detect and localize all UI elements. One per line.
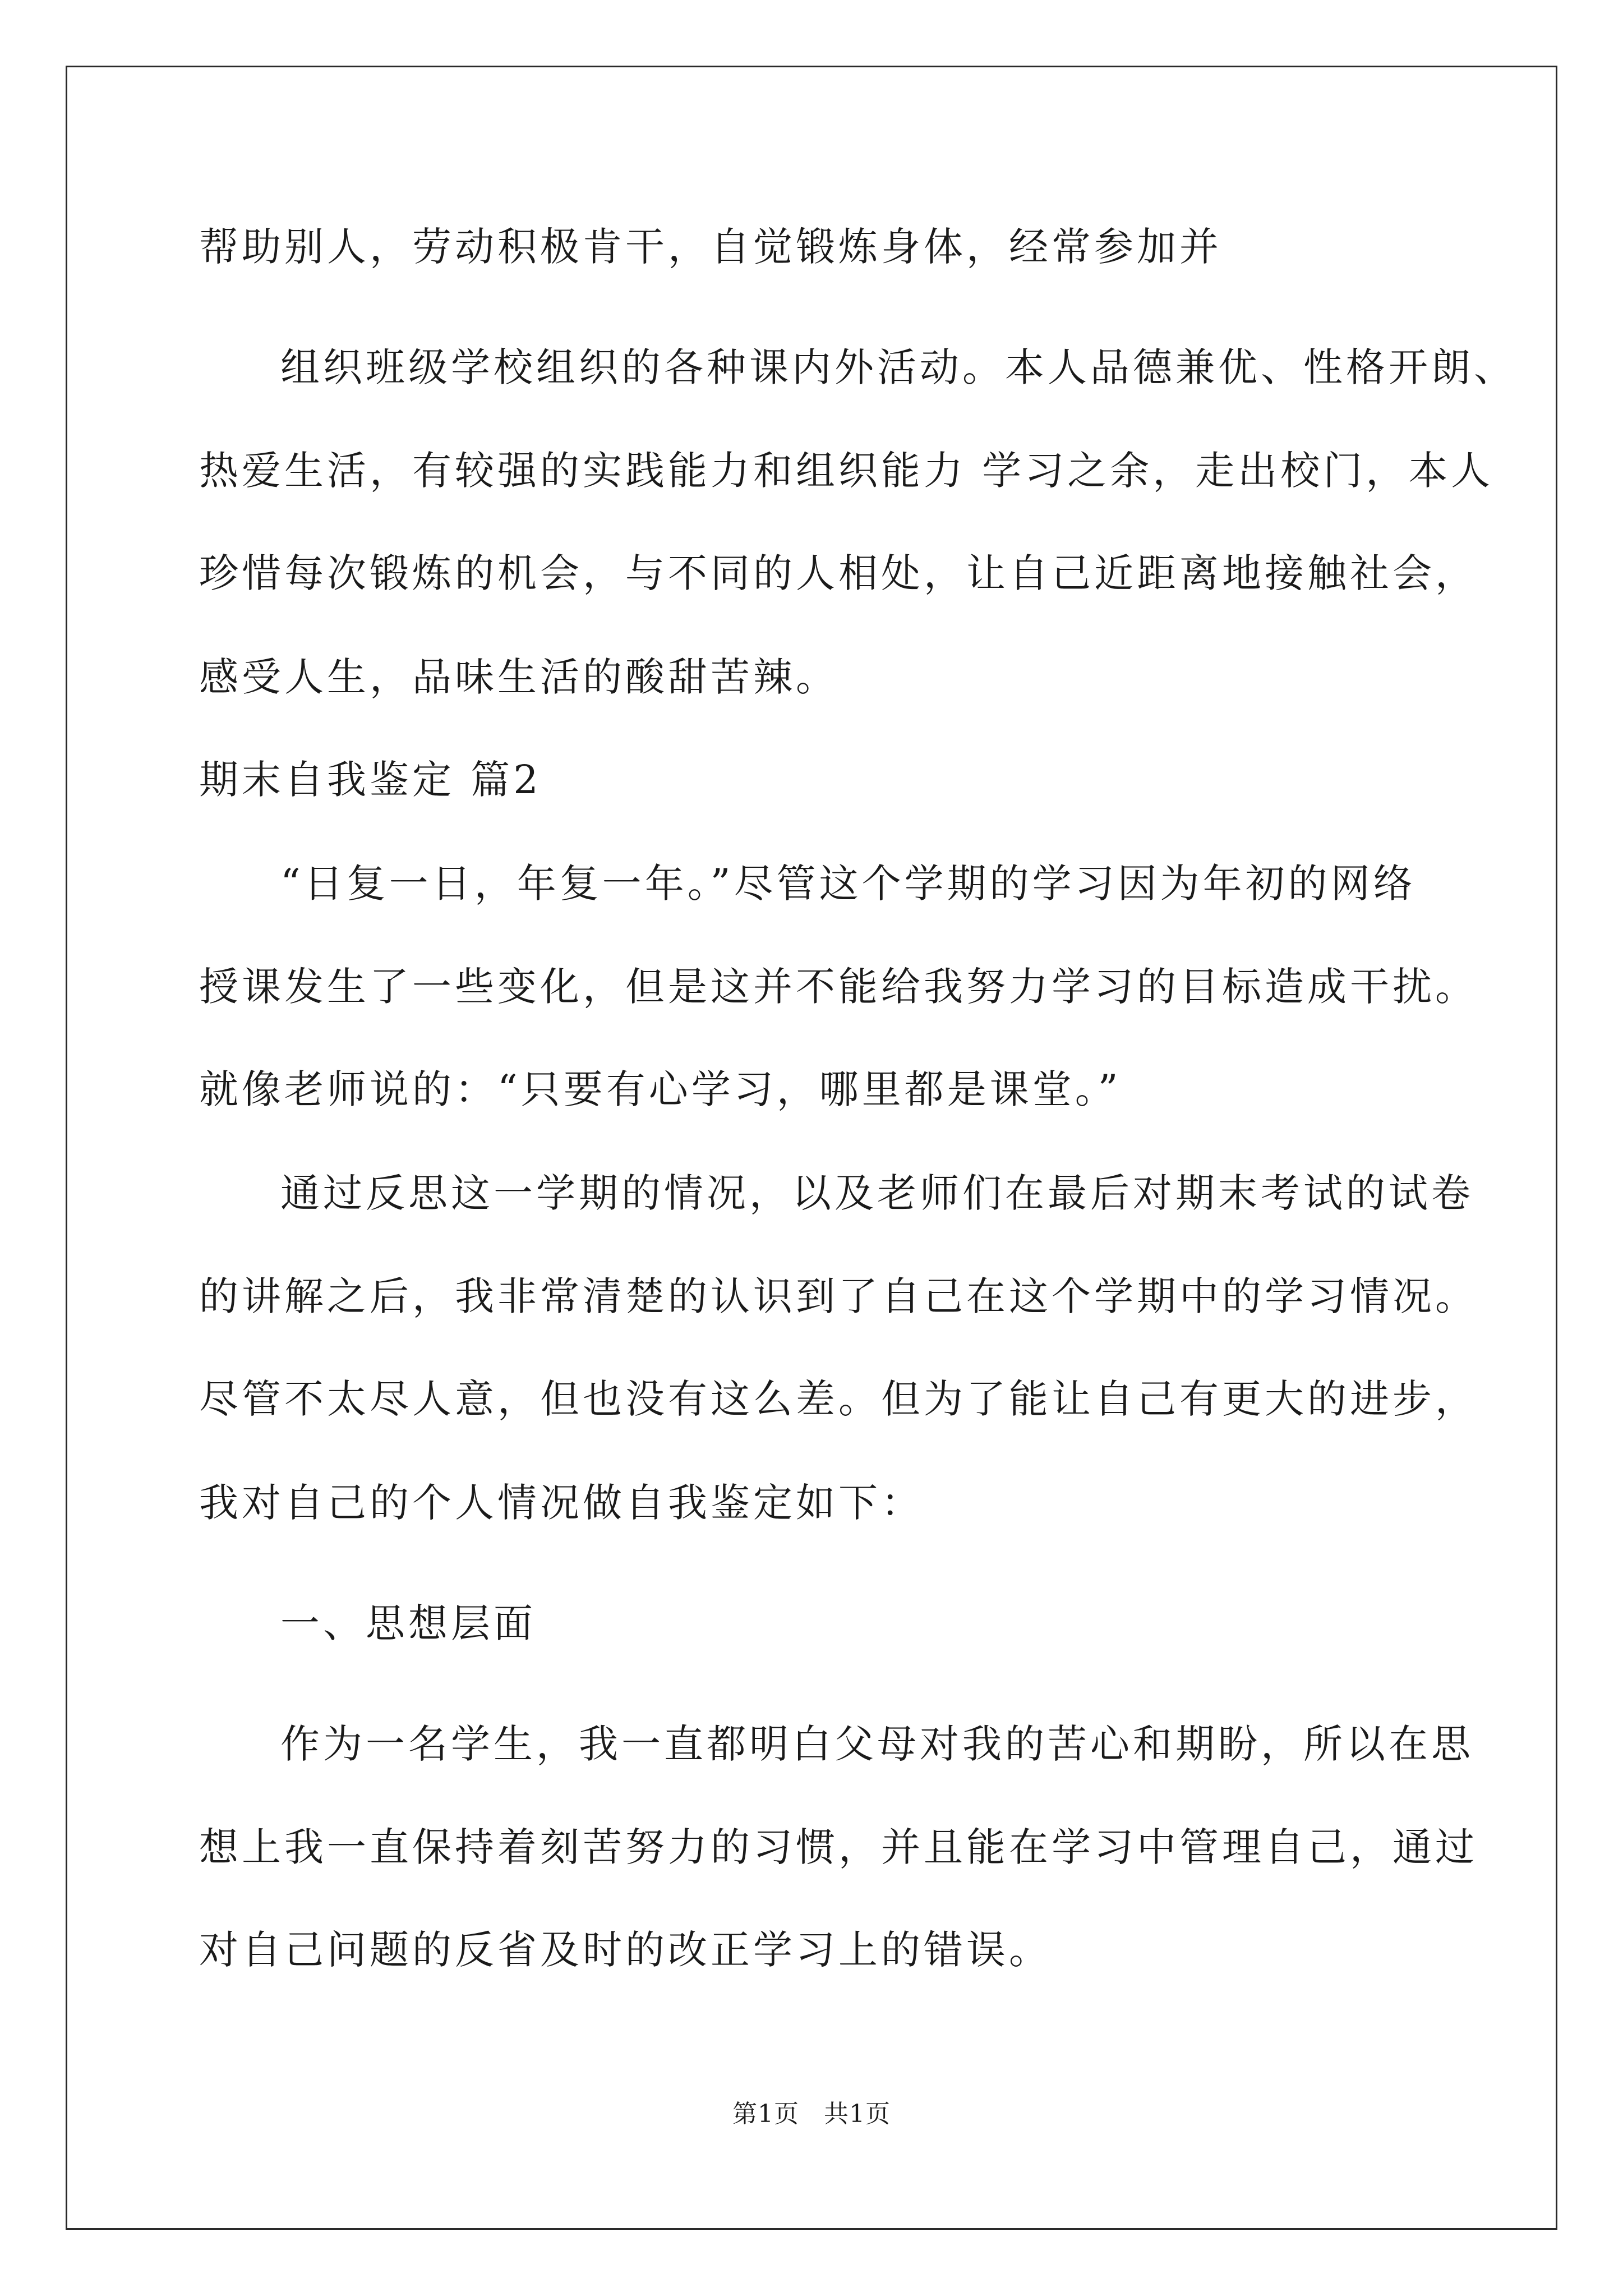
text-line-2: 组织班级学校组织的各种课内外活动。本人品德兼优、性格开朗、 (280, 344, 1516, 390)
text-line-8: 授课发生了一些变化，但是这并不能给我努力学习的目标造成干扰。 (199, 964, 1478, 1010)
text-line-16: 想上我一直保持着刻苦努力的习惯，并且能在学习中管理自己，通过 (199, 1824, 1478, 1870)
text-line-9: 就像老师说的：“只要有心学习，哪里都是课堂。” (199, 1066, 1122, 1112)
text-line-7: “日复一日，年复一年。”尽管这个学期的学习因为年初的网络 (280, 861, 1416, 907)
text-line-13: 我对自己的个人情况做自我鉴定如下： (199, 1480, 924, 1526)
text-line-1: 帮助别人，劳动积极肯干，自觉锻炼身体，经常参加并 (199, 224, 1222, 270)
subsection-heading: 一、思想层面 (280, 1600, 536, 1646)
text-line-10: 通过反思这一学期的情况，以及老师们在最后对期末考试的试卷 (280, 1170, 1474, 1216)
page-footer (0, 2102, 1623, 2127)
text-line-4: 珍惜每次锻炼的机会，与不同的人相处，让自己近距离地接触社会， (199, 550, 1478, 596)
page-total: 共1页 (824, 2100, 891, 2128)
text-line-3: 热爱生活，有较强的实践能力和组织能力 学习之余，走出校门，本人 (199, 448, 1494, 494)
page-number: 第1页 (732, 2100, 799, 2128)
text-line-5: 感受人生，品味生活的酸甜苦辣。 (199, 654, 838, 700)
text-line-17: 对自己问题的反省及时的改正学习上的错误。 (199, 1927, 1052, 1973)
text-line-15: 作为一名学生，我一直都明白父母对我的苦心和期盼，所以在思 (280, 1721, 1474, 1767)
section-heading: 期末自我鉴定 篇2 (199, 757, 542, 803)
text-line-11: 的讲解之后，我非常清楚的认识到了自己在这个学期中的学习情况。 (199, 1273, 1478, 1319)
text-line-12: 尽管不太尽人意，但也没有这么差。但为了能让自己有更大的进步， (199, 1376, 1478, 1422)
